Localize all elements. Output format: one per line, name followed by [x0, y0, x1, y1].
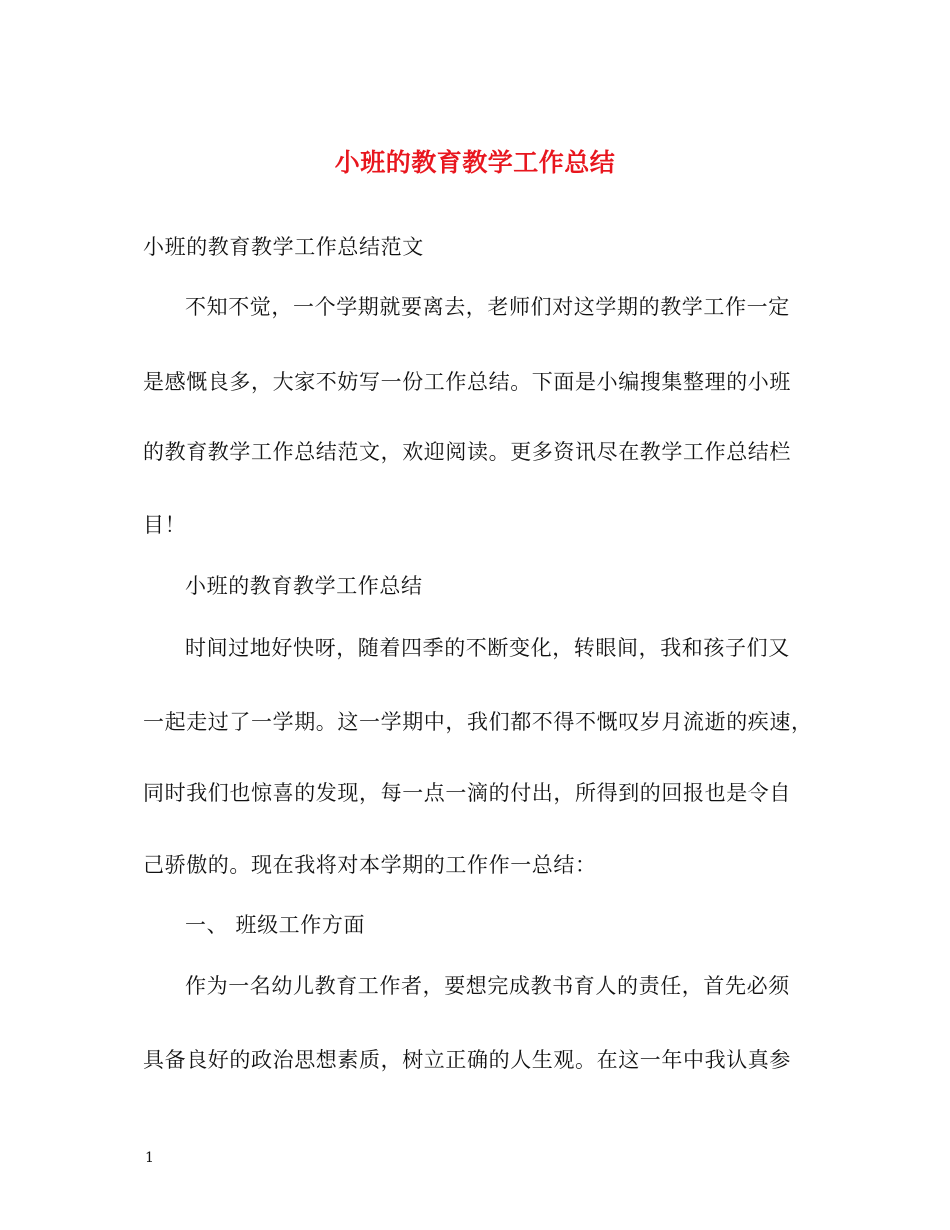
page-number: 1	[145, 1150, 154, 1166]
paragraph-line: 具备良好的政治思想素质，树立正确的人生观。在这一年中我认真参	[143, 1048, 791, 1072]
paragraph-line: 作为一名幼儿教育工作者，要想完成教书育人的责任，首先必须	[185, 974, 790, 998]
document-title: 小班的教育教学工作总结	[334, 148, 616, 177]
paragraph-line: 不知不觉，一个学期就要离去，老师们对这学期的教学工作一定	[185, 295, 790, 319]
paragraph-line: 的教育教学工作总结范文，欢迎阅读。更多资讯尽在教学工作总结栏	[143, 440, 791, 464]
paragraph-line: 同时我们也惊喜的发现，每一点一滴的付出，所得到的回报也是令自	[143, 781, 791, 805]
section-heading: 一、 班级工作方面	[185, 913, 366, 937]
section-heading: 小班的教育教学工作总结	[185, 574, 423, 598]
paragraph-line: 一起走过了一学期。这一学期中，我们都不得不慨叹岁月流逝的疾速，	[143, 710, 813, 734]
paragraph-line: 时间过地好快呀，随着四季的不断变化，转眼间，我和孩子们又	[185, 636, 790, 660]
paragraph-line: 目！	[143, 513, 187, 537]
paragraph-line: 是感慨良多，大家不妨写一份工作总结。下面是小编搜集整理的小班	[143, 370, 791, 394]
paragraph-line: 己骄傲的。现在我将对本学期的工作作一总结：	[143, 853, 597, 877]
subtitle-line: 小班的教育教学工作总结范文	[143, 235, 424, 259]
